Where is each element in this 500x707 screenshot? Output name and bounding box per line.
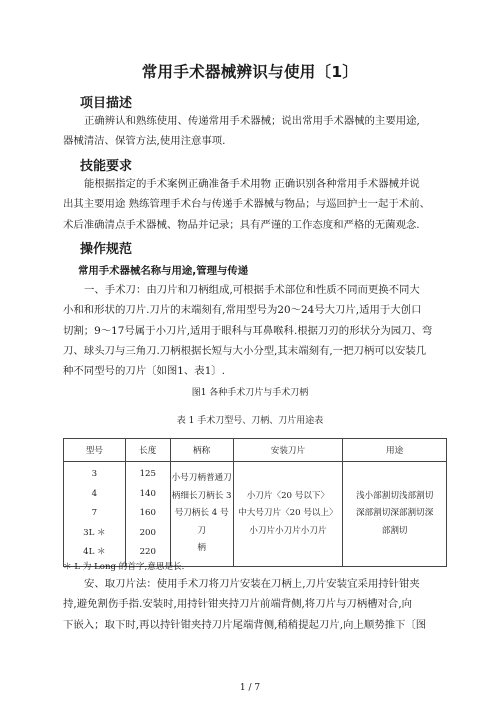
text-line: 安、取刀片法：使用手术刀将刀片安装在刀柄上,刀片安装宜采用持针钳夹 xyxy=(84,578,420,590)
length-value: 125 xyxy=(139,469,156,480)
heading-requirements: 技能要求 xyxy=(80,159,133,174)
scalpel-table xyxy=(63,438,447,567)
text-line: 刀、球头刀与三角刀.刀柄根据长短与大小分型,其末端刻有,一把刀柄可以安装几 xyxy=(63,344,427,357)
figure-caption: 图1 各种手术刀片与手术刀柄 xyxy=(191,388,309,398)
table-footnote: ＊ L 为 Long 的首字,意思是长. xyxy=(63,562,185,572)
paragraph-description xyxy=(63,111,447,152)
paragraph-requirements xyxy=(63,174,447,235)
text-line: 一、手术刀：由刀片和刀柄组成,可根据手术部位和性质不同而更换不同大 xyxy=(84,284,420,296)
heading-spec: 操作规范 xyxy=(80,242,133,257)
usage-text: 浅小部割切浅部割切 xyxy=(355,490,434,501)
paragraph-scalpel xyxy=(63,280,447,381)
cell-lengths xyxy=(125,462,170,567)
cell-handle xyxy=(170,462,233,567)
table-row xyxy=(64,462,447,567)
length-value: 140 xyxy=(139,488,156,499)
header-handle: 柄称 xyxy=(170,439,233,462)
length-value: 220 xyxy=(139,547,156,558)
page-number: 1 / 7 xyxy=(239,683,261,693)
text-line: 器械清洁、保管方法,使用注意事项. xyxy=(63,135,226,148)
text-line: 下嵌入；取下时,再以持针钳夹持刀片尾端背侧,稍稍提起刀片,向上顺势推下〔图 xyxy=(63,618,427,631)
length-value: 200 xyxy=(139,527,156,538)
text-line: 小和和形状的刀片.刀片的末端刻有,常用型号为20～24号大刀片,适用于大创口 xyxy=(63,304,422,317)
header-usage: 用途 xyxy=(343,439,447,462)
cell-usage xyxy=(343,462,447,567)
heading-description: 项目描述 xyxy=(80,96,133,111)
paragraph-blade-install xyxy=(63,574,447,635)
length-value: 160 xyxy=(139,508,156,519)
blade-text: 小刀片小刀片小刀片 xyxy=(249,525,327,536)
handle-text: 柄 xyxy=(197,543,206,554)
header-model: 型号 xyxy=(64,439,126,462)
text-line: 能根据指定的手术案例正确准备手术用物 正确识别各种常用手术器械并说 xyxy=(84,178,420,190)
text-line: 正确辨认和熟练使用、传递常用手术器械；说出常用手术器械的主要用途, xyxy=(84,115,420,127)
header-blade: 安装刀片 xyxy=(233,439,343,462)
text-line: 种不同型号的刀片〔如图1、表1〕. xyxy=(63,365,225,378)
header-length: 长度 xyxy=(125,439,170,462)
text-line: 出其主要用途 熟练管理手术台与传递手术器械与物品；与巡回护士一起于术前、 xyxy=(63,198,430,211)
document-title: 常用手术器械辨识与使用〔1〕 xyxy=(141,63,359,81)
text-line: 切割；9～17号属于小刀片,适用于眼科与耳鼻喉科.根据刀刃的形状分为园刀、弯 xyxy=(63,324,433,337)
cell-blades xyxy=(233,462,343,567)
model-value: 7 xyxy=(91,508,98,519)
subheading-spec: 常用手术器械名称与用途,管理与传递 xyxy=(78,265,249,277)
model-value: 3 xyxy=(91,469,98,480)
text-line: 术后准确清点手术器械、物品并记录；具有严谨的工作态度和严格的无菌观念. xyxy=(63,218,420,231)
handle-text: 柄细长刀柄长 3 xyxy=(171,490,232,501)
model-value: 4L ＊ xyxy=(83,547,106,558)
model-value: 3L ＊ xyxy=(83,527,106,538)
table-caption: 表 1 手术刀型号、刀柄、刀片用途表 xyxy=(176,416,324,426)
usage-text: 部割切 xyxy=(381,525,408,536)
cell-models xyxy=(64,462,126,567)
model-value: 4 xyxy=(91,488,98,499)
handle-text: 号刀柄长 4 号刀 xyxy=(174,508,229,536)
handle-text: 小号刀柄普通刀 xyxy=(171,473,232,484)
blade-text: 小刀片〈20 号以下〉 xyxy=(246,490,330,501)
text-line: 持,避免割伤手指.安装时,用持针钳夹持刀片前端背侧,将刀片与刀柄槽对合,向 xyxy=(63,598,413,611)
blade-text: 中大号刀片〈20 号以上〉 xyxy=(238,508,338,519)
table-header-row xyxy=(64,439,447,462)
usage-text: 深部割切深部割切深 xyxy=(355,508,434,519)
